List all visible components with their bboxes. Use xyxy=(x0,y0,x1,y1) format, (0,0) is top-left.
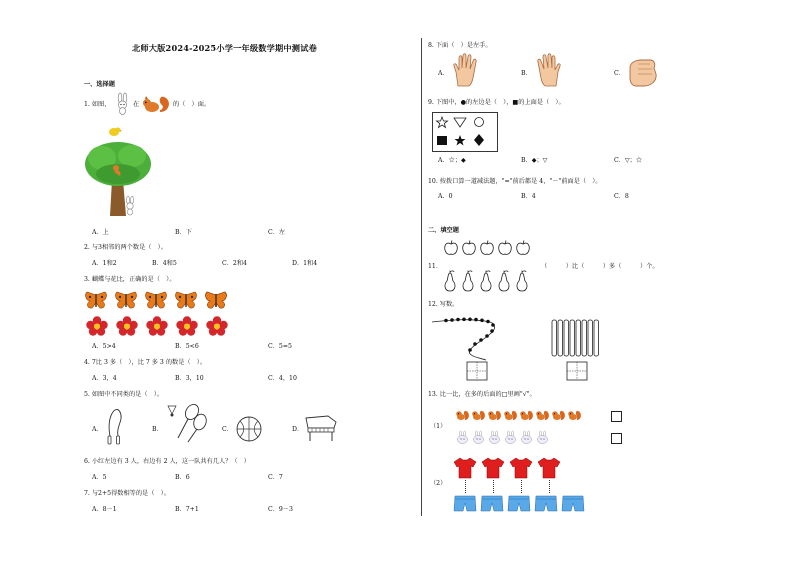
apple-icon xyxy=(444,240,458,255)
bird-icon xyxy=(108,126,122,137)
basketball-icon xyxy=(236,416,262,442)
q10-stem: 10. 按拨口算一道减法题，"="前后都是 4，"－"前面是（ ）。 xyxy=(428,178,602,185)
q1-stem-b: 在 xyxy=(133,101,140,108)
shorts-icon xyxy=(562,494,584,512)
apple-icon xyxy=(516,240,530,255)
q5-option-a[interactable]: A． xyxy=(92,426,103,433)
shorts-icon xyxy=(535,494,557,512)
q4-stem: 4. 7比 3 多（ ），比 7 多 3 的数是（ ）。 xyxy=(84,359,207,366)
flower-icon xyxy=(86,316,108,336)
shorts-icon xyxy=(454,494,476,512)
q1-option-b[interactable]: B．下 xyxy=(175,229,192,236)
hand-palm-icon xyxy=(452,54,480,88)
page-title: 北师大版2024-2025小学一年级数学期中测试卷 xyxy=(132,43,317,53)
shorts-icon xyxy=(481,494,503,512)
q5-option-c[interactable]: C． xyxy=(222,426,233,433)
hand-back-icon xyxy=(534,54,562,88)
butterfly-icon xyxy=(114,291,138,311)
flower-icon xyxy=(146,316,168,336)
q5-option-b[interactable]: B． xyxy=(152,426,163,433)
q13-label-1: （1） xyxy=(430,423,447,430)
rabbit-icon xyxy=(520,431,533,444)
q2-stem: 2. 与3相邻的两个数是（ ）。 xyxy=(84,244,167,251)
apple-icon xyxy=(480,240,494,255)
q3-option-c[interactable]: C．5=5 xyxy=(268,343,292,350)
shirt-icon xyxy=(482,457,504,479)
squirrel-icon xyxy=(503,409,517,421)
q7-option-c[interactable]: C．9－3 xyxy=(268,506,293,513)
q4-option-a[interactable]: A．3，4 xyxy=(92,375,117,382)
q10-option-c[interactable]: C．8 xyxy=(614,193,629,200)
flower-icon xyxy=(176,316,198,336)
q6-option-a[interactable]: A．5 xyxy=(92,474,107,481)
butterfly-icon xyxy=(174,291,198,311)
q7-option-b[interactable]: B．7+1 xyxy=(175,506,199,513)
q7-stem: 7. 与2+5得数相等的是（ ）。 xyxy=(84,490,170,497)
shape-grid xyxy=(432,112,498,152)
section-fill-heading: 二、填空题 xyxy=(428,227,459,234)
match-connector xyxy=(493,480,494,493)
apple-icon xyxy=(498,240,512,255)
q4-option-c[interactable]: C．4，10 xyxy=(268,375,297,382)
piano-icon xyxy=(304,414,338,442)
rabbit-icon xyxy=(456,431,469,444)
q5-stem: 5. 如图中不同类的是（ ）。 xyxy=(84,391,164,398)
squirrel-icon xyxy=(535,409,549,421)
q9-stem: 9. 下图中，●的左边是（ ），■的上面是（ ）。 xyxy=(428,99,565,106)
q4-option-b[interactable]: B．3，10 xyxy=(175,375,204,382)
section-choice-heading: 一、选择题 xyxy=(84,81,115,88)
q5-option-d[interactable]: D． xyxy=(292,426,304,433)
match-connector xyxy=(465,480,466,493)
answer-box-squirrels[interactable] xyxy=(611,411,622,422)
q6-option-c[interactable]: C．7 xyxy=(268,474,283,481)
flower-icon xyxy=(116,316,138,336)
butterfly-icon xyxy=(204,291,228,311)
q6-option-b[interactable]: B．6 xyxy=(175,474,190,481)
q13-stem: 13. 比一比，在多的后面的□里画"√"。 xyxy=(428,391,536,398)
answer-box-rabbits[interactable] xyxy=(611,433,622,444)
abacus-icon xyxy=(430,314,502,384)
squirrel-icon xyxy=(551,409,565,421)
q11-number: 11． xyxy=(428,263,443,270)
pear-icon xyxy=(461,270,475,292)
jump-rope-icon xyxy=(106,406,130,446)
q2-option-b[interactable]: B．4和5 xyxy=(152,260,177,267)
rabbit-icon xyxy=(488,431,501,444)
q2-option-d[interactable]: D．1和4 xyxy=(292,260,318,267)
pear-icon xyxy=(515,270,529,292)
badminton-icon xyxy=(162,402,208,442)
q6-stem: 6. 小红左边有 3 人，右边有 2 人，这一队共有几人？（ ） xyxy=(84,458,250,465)
rabbit-icon xyxy=(536,431,549,444)
q9-option-a[interactable]: A．☆；◆ xyxy=(438,157,466,164)
pear-icon xyxy=(443,270,457,292)
q1-option-a[interactable]: A．上 xyxy=(92,229,109,236)
match-connector xyxy=(521,480,522,493)
q8-option-b[interactable]: B． xyxy=(521,70,532,77)
match-connector xyxy=(549,480,550,493)
q7-option-a[interactable]: A．8－1 xyxy=(92,506,117,513)
tree-icon xyxy=(82,138,154,218)
butterfly-icon xyxy=(144,291,168,311)
q3-option-b[interactable]: B．5<6 xyxy=(175,343,199,350)
q10-option-b[interactable]: B．4 xyxy=(521,193,536,200)
butterfly-icon xyxy=(84,291,108,311)
q2-option-a[interactable]: A．1和2 xyxy=(92,260,117,267)
shirt-icon xyxy=(538,457,560,479)
q8-option-a[interactable]: A． xyxy=(438,70,449,77)
squirrel-icon xyxy=(519,409,533,421)
square-filled-icon xyxy=(437,136,447,145)
q3-stem: 3. 蝴蝶与花比，正确的是（ ）。 xyxy=(84,276,176,283)
squirrel-icon xyxy=(471,409,485,421)
q13-label-2: （2） xyxy=(430,480,447,487)
squirrel-icon xyxy=(567,409,581,421)
fist-icon xyxy=(624,56,658,90)
q3-option-a[interactable]: A．5>4 xyxy=(92,343,116,350)
q8-option-c[interactable]: C． xyxy=(614,70,625,77)
flower-icon xyxy=(206,316,228,336)
sticks-bundle-icon xyxy=(550,318,600,386)
q2-option-c[interactable]: C．2和4 xyxy=(222,260,247,267)
shirt-icon xyxy=(454,457,476,479)
rabbit-icon xyxy=(504,431,517,444)
shirt-icon xyxy=(510,457,532,479)
q9-option-b[interactable]: B．◆；▽ xyxy=(521,157,548,164)
squirrel-icon xyxy=(140,94,172,116)
q12-stem: 12. 写数。 xyxy=(428,301,459,308)
bunny-icon xyxy=(124,196,136,216)
bunny-icon xyxy=(115,93,131,115)
pear-icon xyxy=(497,270,511,292)
q11-answer-line[interactable]: （ ）比（ ）多（ ）个。 xyxy=(541,263,659,270)
apple-icon xyxy=(462,240,476,255)
column-divider xyxy=(421,38,422,516)
squirrel-icon xyxy=(487,409,501,421)
q1-stem-a: 1. 如图， xyxy=(84,101,111,108)
q1-option-c[interactable]: C．左 xyxy=(268,229,286,236)
squirrel-icon xyxy=(455,409,469,421)
q8-stem: 8. 下面（ ）是左手。 xyxy=(428,42,492,49)
q9-option-c[interactable]: C．▽；☆ xyxy=(614,157,643,164)
q10-option-a[interactable]: A．0 xyxy=(438,193,453,200)
pear-icon xyxy=(479,270,493,292)
shorts-icon xyxy=(508,494,530,512)
rabbit-icon xyxy=(472,431,485,444)
q1-stem-c: 的（ ）面。 xyxy=(173,101,211,108)
